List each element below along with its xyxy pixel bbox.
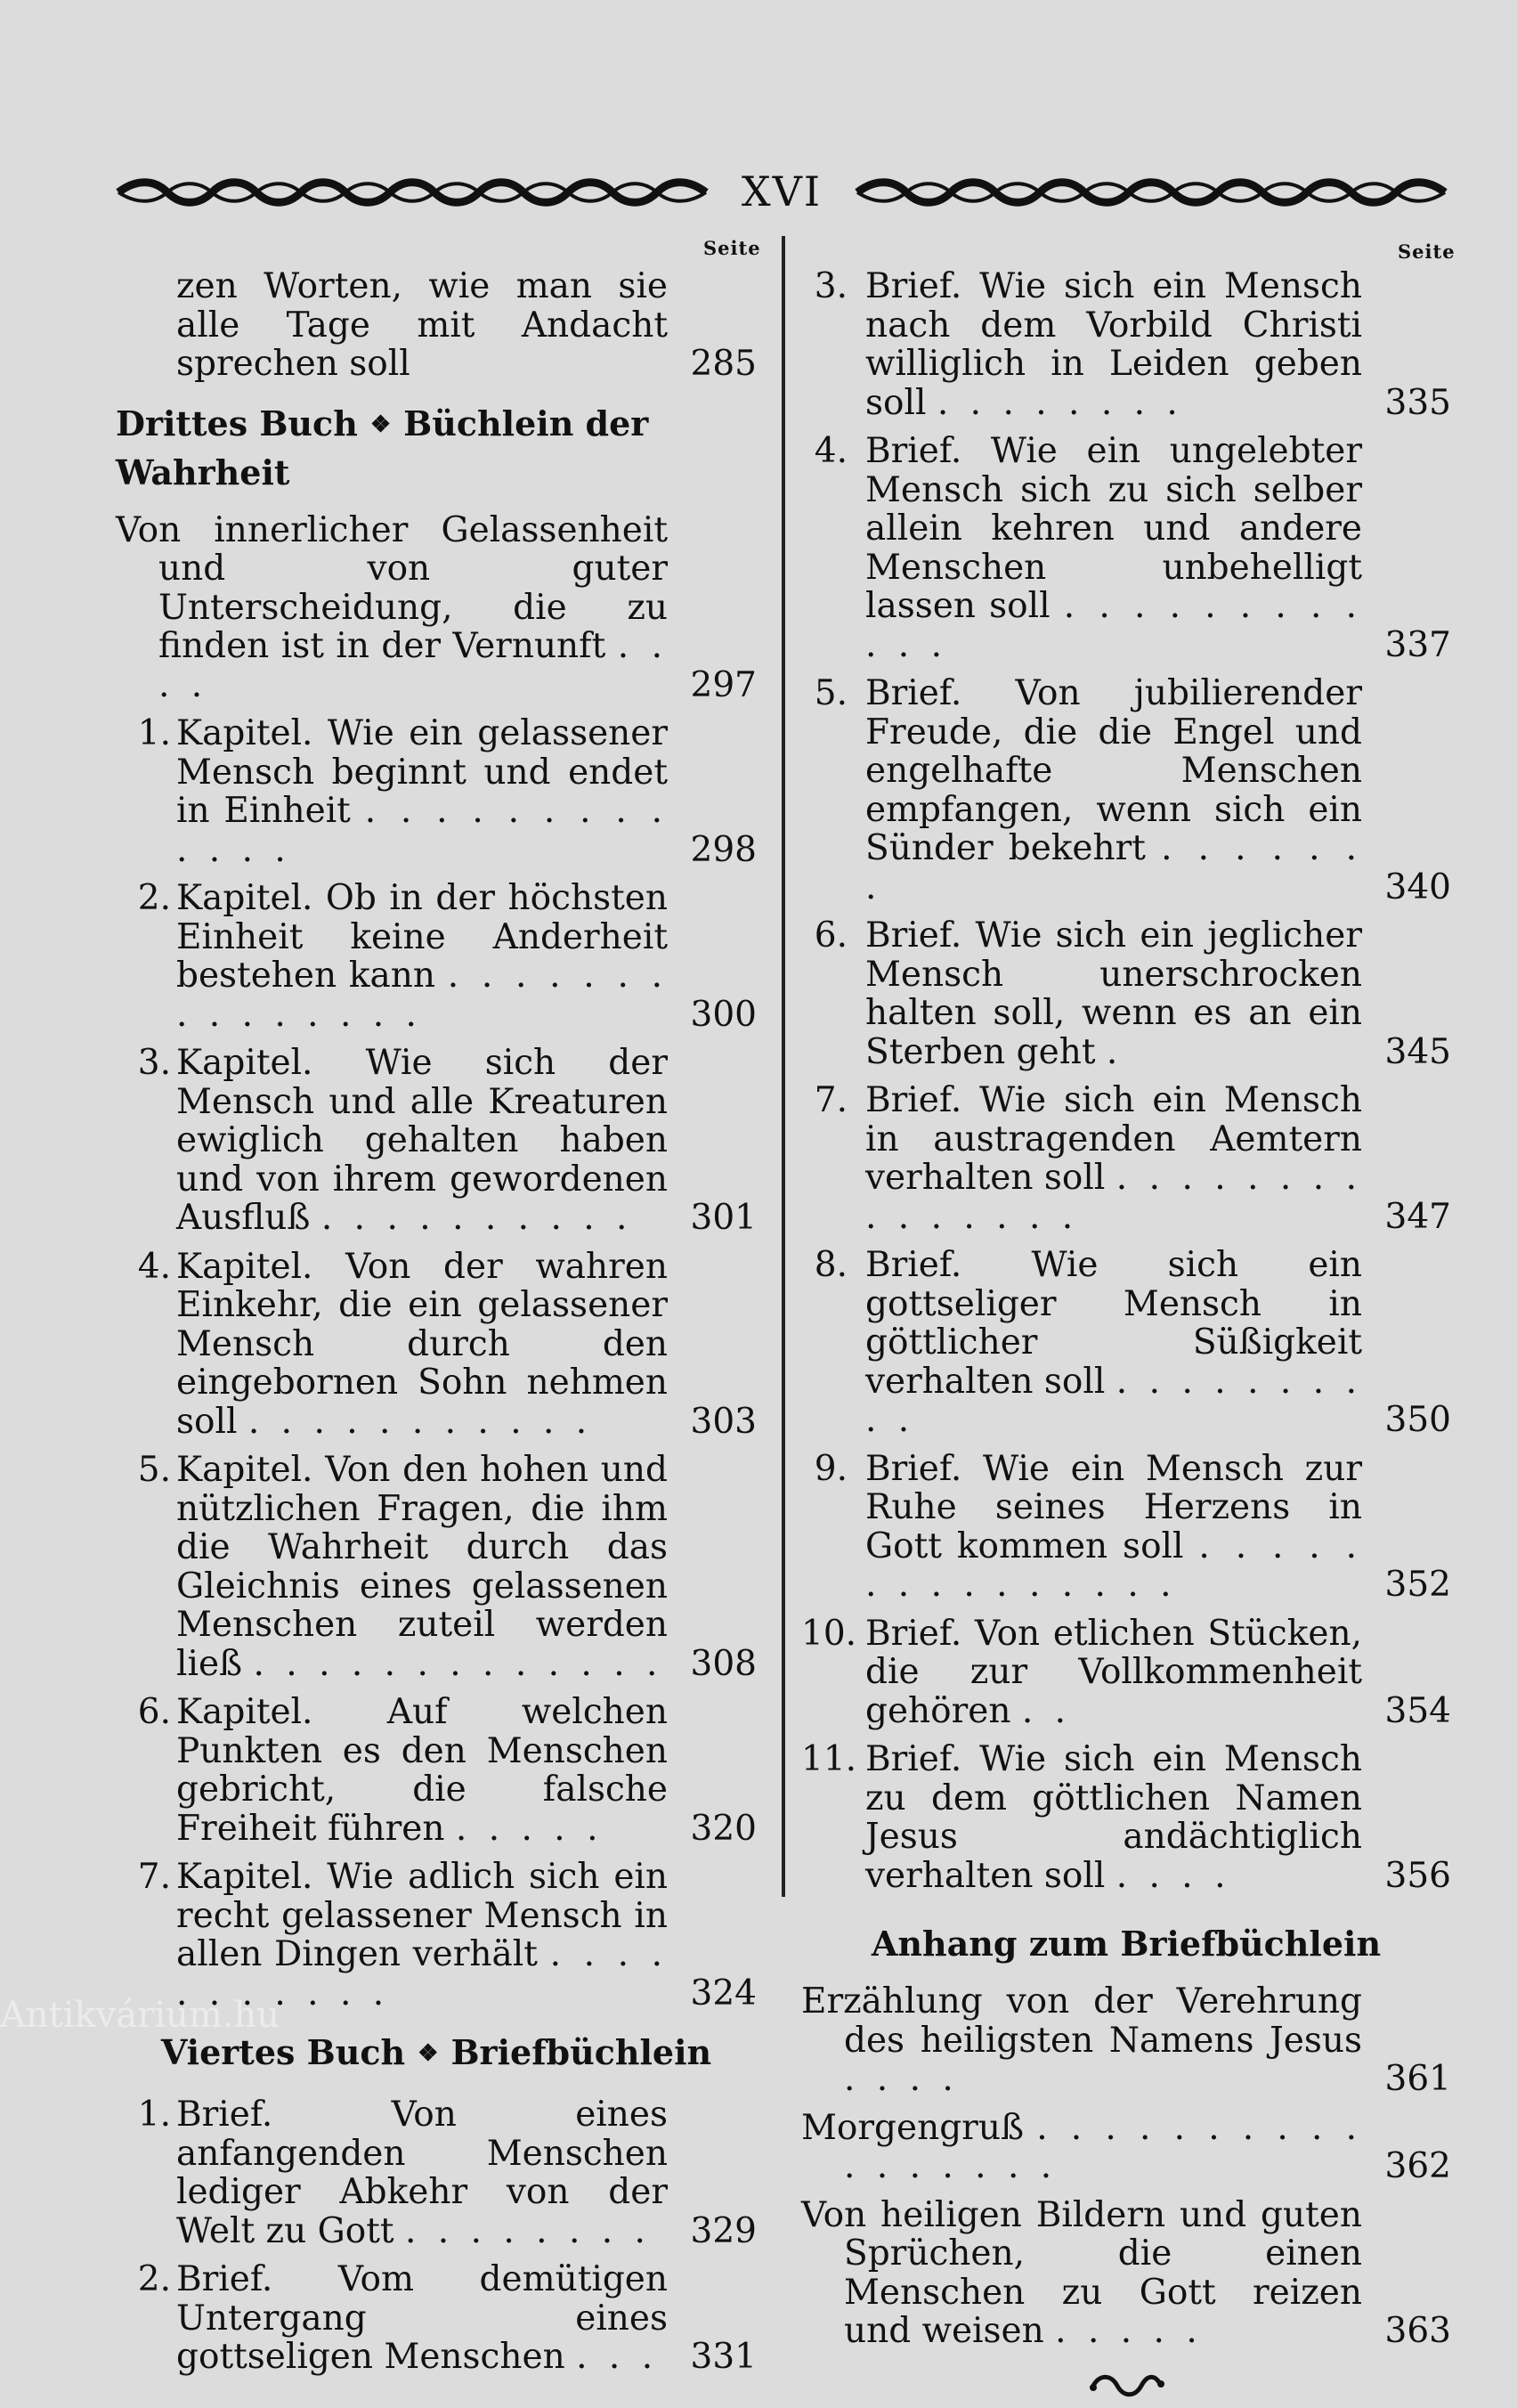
entry-number: 3. [814,266,848,306]
entry-text: Kapitel. Ob in der höchsten Einheit keine Anderheit bestehen kann [176,878,668,996]
entry-page: 345 [1384,1031,1451,1072]
entry-text: Morgengruß [801,2107,1024,2148]
toc-entry [116,267,757,384]
entry-dots: . . . . . . . . . . . . . . . [865,1158,1362,1237]
entry-text: Von heiligen Bildern und guten Sprüchen, die einen Menschen zu Gott reizen und weisen [801,2194,1362,2351]
entry-page: 363 [1384,2311,1451,2351]
entry-dots: . . . [576,2337,659,2377]
entry-number: 5. [137,1450,171,1490]
entry-dots: . . . . . . . . . . [320,1198,633,1238]
entry-number: 7. [137,1857,171,1897]
entry-number: 6. [814,915,848,956]
entry-dots: . . . . . . . . . . . [247,1401,593,1442]
entry-dots: . . . . . [455,1808,604,1849]
entry-page: 285 [690,344,757,384]
toc-entry [801,916,1451,1071]
entry-number: 1. [137,2095,171,2135]
appendix-heading: Anhang zum Briefbüchlein [871,1924,1382,1964]
entry-text: Brief. Wie sich ein Mensch in austragenden Aemtern verhalten soll [865,1080,1362,1198]
entry-page: 361 [1384,2059,1451,2099]
entry-page: 350 [1384,1400,1451,1440]
toc-entry [801,1615,1451,1731]
entry-dots: . . . . . [1055,2311,1203,2351]
toc-entry [801,674,1451,907]
entry-number: 3. [137,1043,171,1083]
toc-entry [116,1248,757,1442]
entry-text: Kapitel. Wie sich der Mensch und alle Kreaturen ewiglich gehalten haben und von ihrem gewordenen Ausfluß [176,1043,668,1238]
entry-page: 335 [1384,382,1451,423]
seite-label-right: Seite [1398,240,1456,263]
entry-page: 362 [1384,2146,1451,2186]
book-heading [116,402,757,495]
watermark: Antikvárium.hu [0,1995,280,2036]
book-heading [116,2030,757,2079]
left-column [116,267,757,2387]
entry-number: 8. [814,1245,848,1285]
toc-entry [116,2260,757,2377]
book-title: Drittes Buch [116,403,358,443]
entry-number: 5. [814,673,848,713]
entry-text: Brief. Von eines anfangenden Menschen lediger Abkehr von der Welt zu Gott [176,2095,668,2251]
entry-dots: . . . . . . . . . . . [176,1934,669,2013]
toc-entry [116,1693,757,1848]
right-column [801,267,1451,2408]
entry-page: 331 [690,2337,757,2377]
entry-page: 300 [690,994,757,1035]
toc-entry [116,1044,757,1238]
entry-text: Kapitel. Auf welchen Punkten es den Menschen gebricht, die falsche Freiheit führen [176,1692,668,1849]
entry-dots: . . . . . . . . [937,382,1183,423]
entry-dots: . [1106,1031,1124,1072]
entry-text: Brief. Wie sich ein jeglicher Mensch unerschrocken halten soll, wenn es an ein Sterben geht [865,915,1362,1072]
toc-entry [116,879,757,1034]
entry-text: Kapitel. Wie adlich sich ein recht gelassener Mensch in allen Dingen verhält [176,1857,668,1974]
diamond-icon: ❖ [418,2040,439,2067]
toc-entry [116,2095,757,2250]
entry-page: 356 [1384,1855,1451,1896]
entry-dots: . . . . [158,626,668,705]
ornament-left-icon [114,177,710,207]
entry-dots: . . . . [844,2059,959,2099]
entry-text: Brief. Von etlichen Stücken, die zur Vollkommenheit gehören [865,1613,1362,1731]
entry-text: Kapitel. Von den hohen und nützlichen Fragen, die ihm die Wahrheit durch das Gleichnis eines gelassenen Menschen zuteil werden ließ [176,1450,668,1684]
entry-dots: . . . . . . . . . . . . [865,586,1362,665]
entry-page: 301 [690,1198,757,1238]
toc-entry [116,714,757,869]
entry-number: 10. [801,1613,857,1654]
entry-dots: . . . . . . . . . . . . . . . [865,1525,1362,1605]
entry-number: 2. [137,2259,171,2299]
entry-page: 297 [690,664,757,705]
entry-page: 329 [690,2210,757,2251]
entry-text: Brief. Wie ein Mensch zur Ruhe seines Herzens in Gott kommen soll [865,1448,1362,1566]
entry-text: zen Worten, wie man sie alle Tage mit Andacht sprechen soll [176,266,668,384]
toc-entry [801,1081,1451,1236]
entry-text: Brief. Wie ein ungelebter Mensch sich zu sich selber allein kehren und andere Menschen unbehelligt lassen soll [865,431,1362,626]
diamond-icon: ❖ [369,411,392,438]
toc-entry [801,1246,1451,1440]
entry-page: 324 [690,1973,757,2013]
entry-page: 340 [1384,866,1451,907]
toc-entry [801,2196,1451,2351]
entry-page: 352 [1384,1565,1451,1605]
toc-entry [801,1740,1451,1895]
entry-page: 347 [1384,1196,1451,1237]
entry-page: 337 [1384,624,1451,665]
toc-entry [801,2109,1451,2186]
entry-text: Kapitel. Von der wahren Einkehr, die ein gelassener Mensch durch den eingebornen Sohn nehmen soll [176,1246,668,1442]
entry-dots: . . . . . . . [865,828,1362,907]
entry-number: 11. [801,1739,857,1779]
seite-label-left: Seite [703,237,761,259]
entry-text: Kapitel. Wie ein gelassener Mensch beginnt und endet in Einheit [176,713,668,831]
column-divider [782,236,785,1897]
entry-dots: . . [1021,1690,1072,1731]
entry-dots: . . . . . . . . . . . . . . . [176,956,668,1035]
entry-text: Brief. Von jubilierender Freude, die die Engel und engelhafte Menschen empfangen, wenn sich ein Sünder bekehrt [865,673,1362,868]
toc-entry [801,267,1451,422]
entry-text: Von innerlicher Gelassenheit und von guter Unterscheidung, die zu finden ist in der Vernunft [116,509,668,666]
entry-page: 308 [690,1643,757,1684]
entry-dots: . . . . [1115,1855,1231,1896]
toc-entry [801,432,1451,664]
entry-page: 354 [1384,1690,1451,1731]
entry-dots: . . . . . . . . . . . . . [176,791,668,870]
entry-number: 2. [137,878,171,918]
entry-text: Brief. Wie sich ein Mensch zu dem göttlichen Namen Jesus andächtiglich verhalten soll [865,1739,1362,1896]
entry-text: Brief. Vom demütigen Untergang eines gottseligen Menschen [176,2259,668,2377]
book-subtitle: Briefbüchlein [450,2032,712,2072]
entry-text: Brief. Wie sich ein Mensch nach dem Vorbild Christi williglich in Leiden geben soll [865,266,1362,423]
entry-page: 320 [690,1808,757,1849]
toc-entry [801,1982,1451,2099]
entry-dots: . . . . . . . . [404,2210,651,2251]
entry-page: 298 [690,829,757,870]
page-number: XVI [741,167,823,216]
entry-dots: . . . . . . . . . . . . . . . . . [844,2107,1362,2186]
entry-text: Erzählung von der Verehrung des heiligsten Namens Jesus [801,1981,1362,2061]
entry-page: 303 [690,1401,757,1442]
book-title: Viertes Buch [160,2032,406,2072]
entry-number: 7. [814,1080,848,1120]
entry-dots: . . . . . . . . . . . . . [253,1643,663,1684]
page-header [114,165,1449,218]
ornament-right-icon [853,177,1449,207]
entry-number: 9. [814,1448,848,1489]
book-subtitle: Büchlein der Wahrheit [116,403,649,492]
entry-text: Brief. Wie sich ein gottseliger Mensch in göttlicher Süßigkeit verhalten soll [865,1245,1362,1402]
toc-entry [116,511,757,705]
entry-number: 4. [137,1246,171,1287]
toc-entry [116,1858,757,2013]
toc-entry [116,1451,757,1683]
entry-number: 6. [137,1692,171,1732]
end-ornament-icon [801,2367,1451,2408]
entry-dots: . . . . . . . . . . [865,1361,1362,1440]
entry-number: 4. [814,431,848,471]
entry-number: 1. [137,713,171,753]
toc-entry [801,1450,1451,1605]
